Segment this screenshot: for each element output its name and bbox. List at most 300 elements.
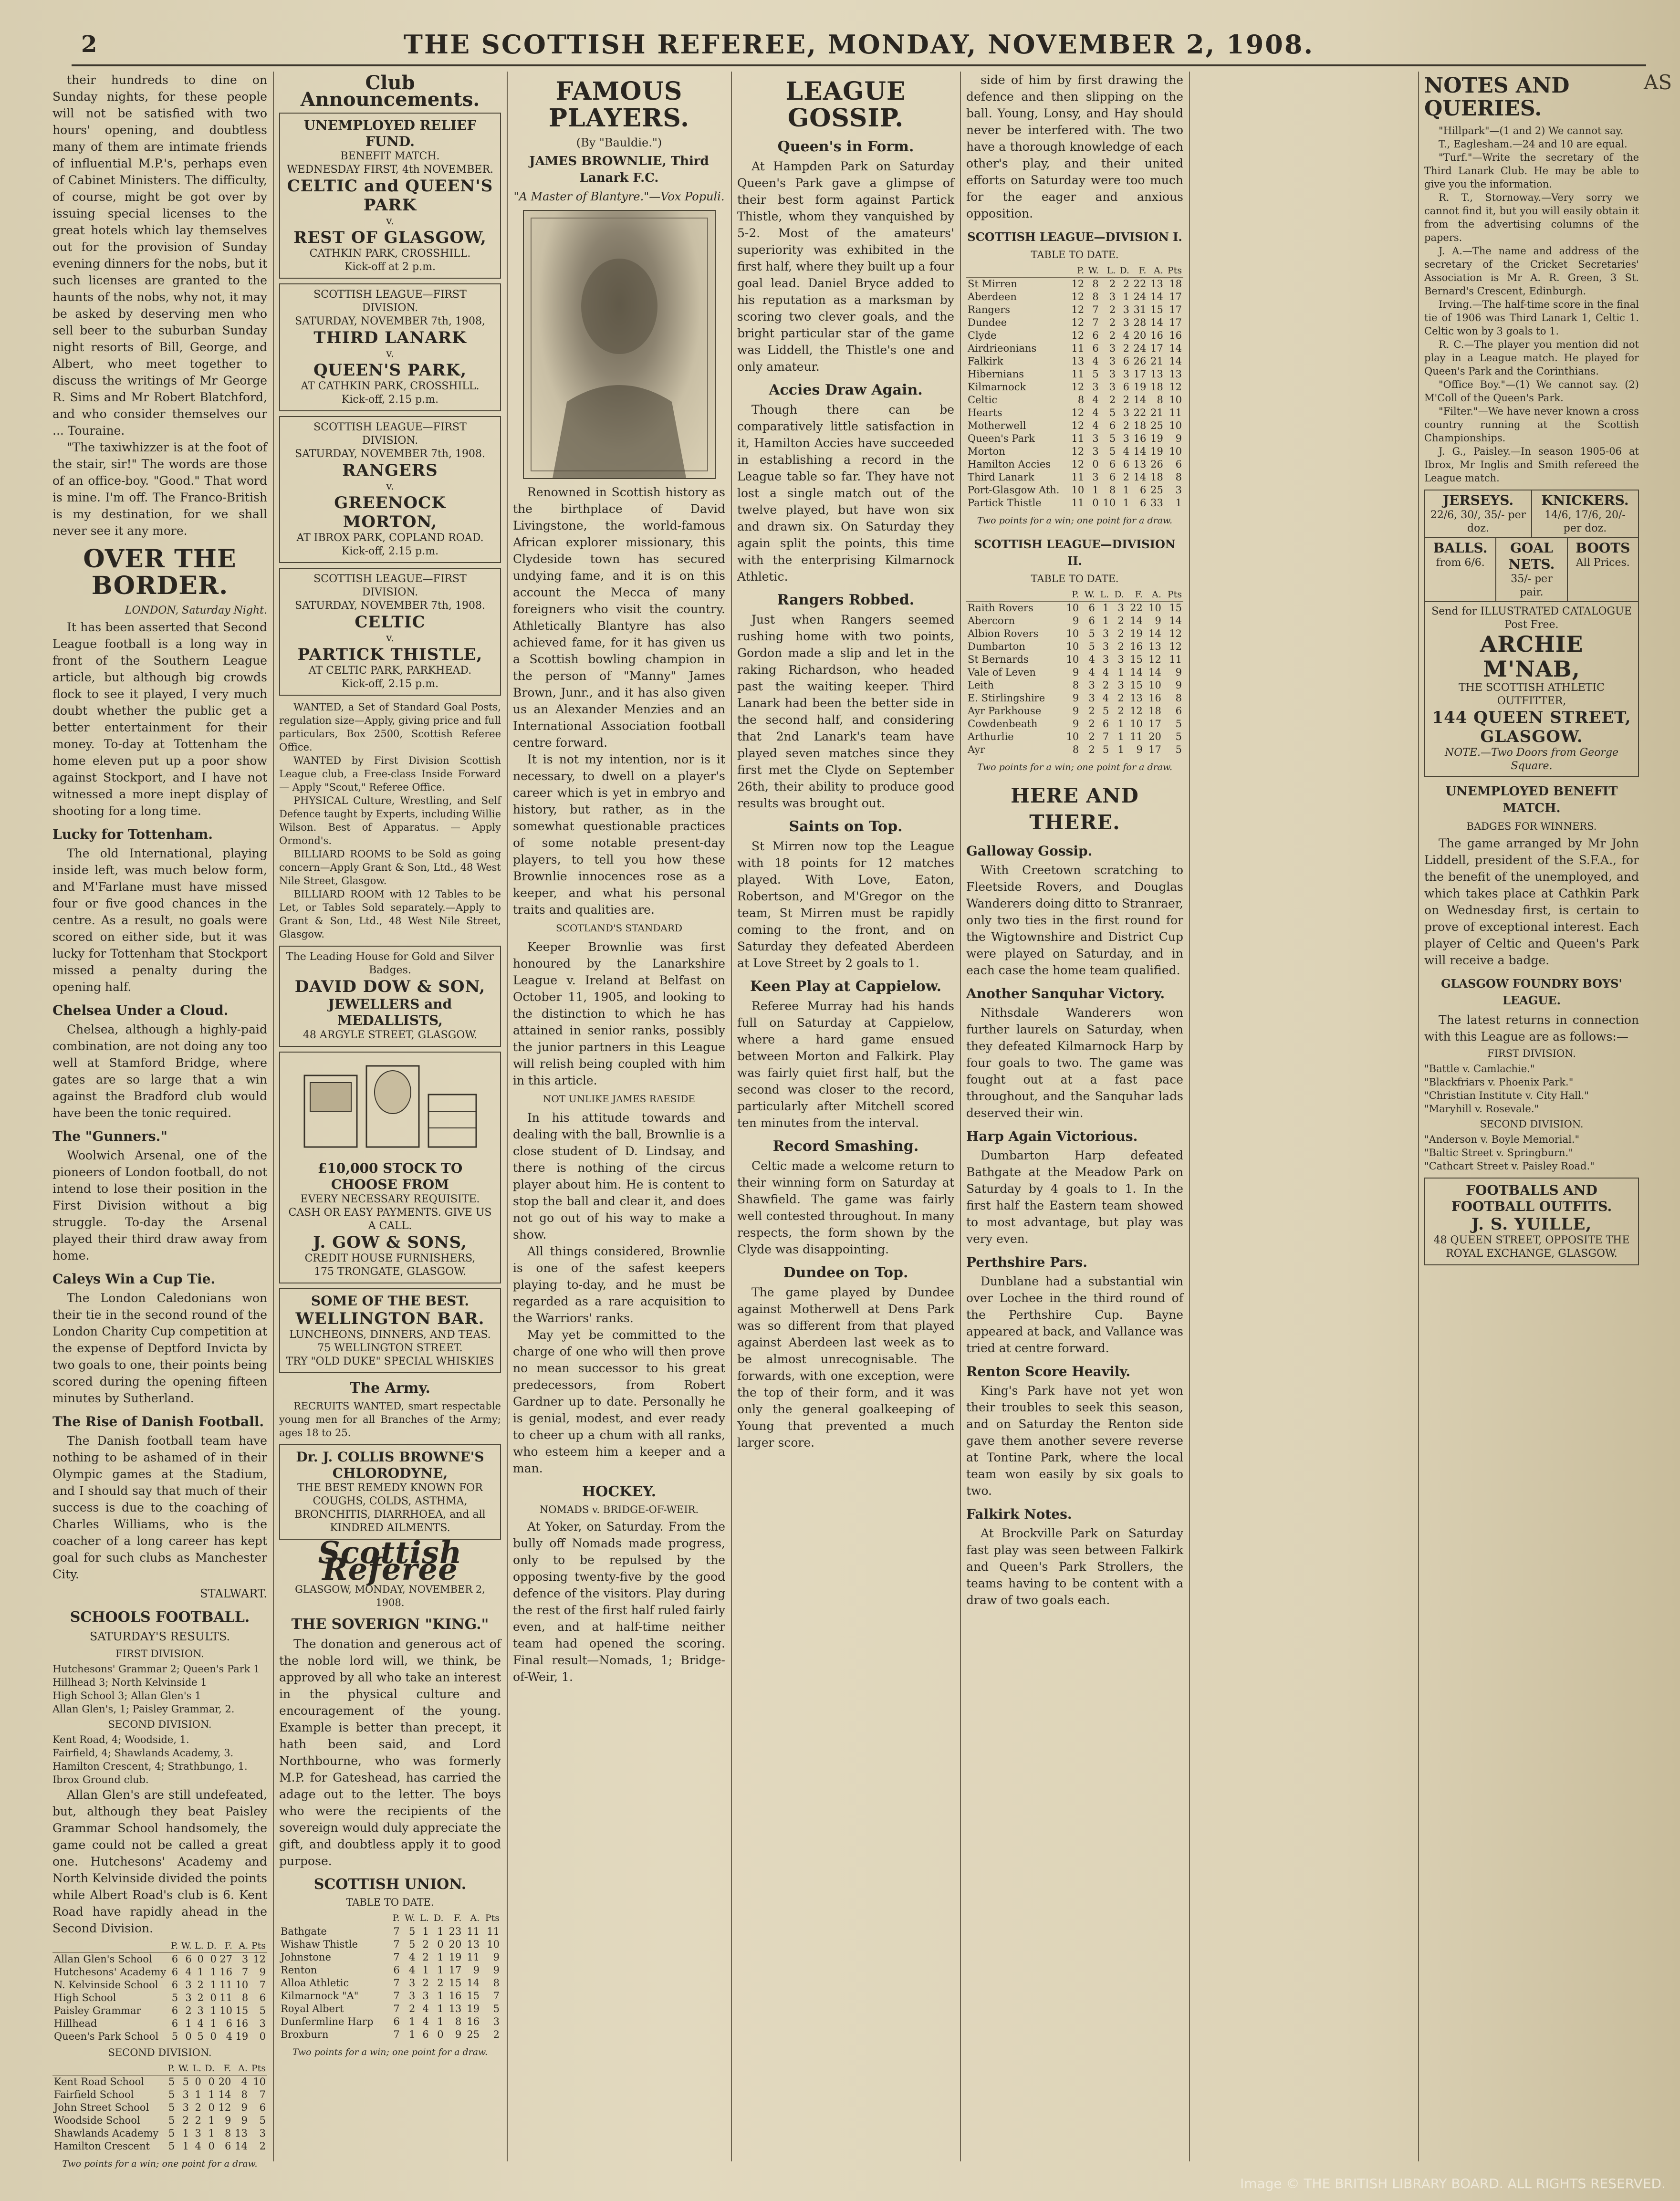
section-headline: GLASGOW FOUNDRY BOYS' LEAGUE. [1441,977,1622,1007]
table-cell: 22 [1130,602,1143,614]
table-cell: 1 [437,2003,444,2014]
table-cell: 1 [408,2016,416,2027]
table-cell: 16 [1148,692,1161,704]
advert-line: 14/6, 17/6, 20/- per doz. [1544,509,1626,534]
advert-line: JEWELLERS and MEDALLISTS, [328,996,452,1028]
table-cell: 9 [241,2102,248,2113]
table-cell: 10 [253,2076,266,2087]
table-cell: 5 [1175,731,1182,742]
table-cell: 6 [1140,484,1147,496]
column-rule [1189,72,1190,2161]
table-row [966,458,1183,471]
table-cell: 2 [259,2140,266,2152]
table-cell: 5 [168,2102,175,2113]
player-name: JAMES BROWNLIE, Third Lanark F.C. [529,154,709,185]
table-cell: 6 [1140,497,1147,509]
table-cell: Vale of Leven [968,667,1036,678]
furniture-illustration [295,1056,486,1157]
advert-cell [1568,538,1638,601]
table-header-cell: A. [234,1940,250,1953]
article-paragraph: The latest returns in connection with this League are as follows:— [1424,1013,1639,1043]
table-cell: 23 [449,1926,462,1937]
table-cell: 7 [393,1951,400,1963]
advert-line: THE BEST REMEDY KNOWN FOR COUGHS, COLDS, ASTHMA, BRONCHITIS, DIARRHOEA, and all KINDRED AILMENTS. [294,1482,486,1534]
table-cell: 18 [1133,420,1147,431]
table-cell: 1 [1092,484,1099,496]
article-headline: OVER THE BORDER. [83,544,237,600]
query-answer: "Turf."—Write the secretary of the Third Lanark Club. He may be able to give you the information. [1424,152,1639,190]
advert-line: All Prices. [1576,557,1630,569]
division-label: SECOND DIVISION. [108,2047,212,2058]
table-cell: 2 [195,2102,201,2113]
table-cell: 12 [1169,381,1182,393]
table-cell: 3 [1092,433,1099,444]
advert-line: BENEFIT MATCH. [340,150,440,162]
advert-line: NOTE.—Two Doors from George Square. [1444,747,1619,772]
table-cell: 14 [1169,615,1182,626]
division-label: FIRST DIVISION. [115,1648,204,1659]
table-header-cell: F. [218,1940,234,1953]
table-cell: 2 [1088,718,1095,730]
article-paragraph: It is not my intention, nor is it necessary, to dwell on a player's career which is yet in embryo and history, but rather, as in the somewhat questionable practices of some notable present-day players, to tell you how these Brownlie innocences rose as a keeper, and what his personal traits and qualities are. [513,752,725,917]
table-cell: 1 [210,2018,217,2029]
table-header-cell: F. [1131,264,1148,278]
table-cell: 1 [210,1966,217,1978]
table-cell: N. Kelvinside School [54,1979,158,1991]
advert-line: Send for ILLUSTRATED CATALOGUE Post Free. [1431,605,1632,631]
table-cell: 18 [1150,471,1163,483]
advert-line: PARTICK THISTLE, [297,645,483,664]
table-cell: 10 [487,1939,500,1950]
table-cell: 3 [182,2089,189,2100]
advert-chlorodyne [279,1444,501,1540]
table-cell: 5 [168,2089,175,2100]
table-row [966,419,1183,432]
result-line: Hutchesons' Grammar 2; Queen's Park 1 [52,1663,260,1675]
advert-line: J. S. YUILLE, [1471,1215,1592,1234]
advert-mcnab [1424,490,1639,777]
table-cell: Queen's Park [968,433,1035,444]
column-4 [737,72,954,2161]
table-header-row [966,588,1183,602]
table-cell: 10 [1169,446,1182,457]
advert-line: CELTIC and QUEEN'S PARK [287,177,493,215]
table-row [966,666,1183,679]
advert-cell [1425,490,1532,537]
table-title: SCOTTISH LEAGUE—DIVISION I. [967,230,1182,244]
table-cell: 24 [1133,291,1147,303]
advert-line: SCOTTISH LEAGUE—FIRST DIVISION. [313,573,467,598]
table-cell: 2 [422,1939,429,1950]
advert-line: 144 QUEEN STREET, GLASGOW. [1432,708,1631,746]
table-cell: 4 [1088,667,1095,678]
table-cell: 18 [1148,705,1161,717]
table-cell: Celtic [968,394,998,406]
table-cell: High School [54,1992,116,2003]
table-cell: 3 [1123,433,1129,444]
table-cell: 12 [1071,317,1085,328]
table-row [966,718,1183,730]
table-cell: 4 [1102,692,1109,704]
table-cell: Falkirk [968,355,1003,367]
advert-line: TRY "OLD DUKE" SPECIAL WHISKIES [286,1356,494,1367]
table-cell: 2 [422,1951,429,1963]
article-headline: LEAGUE GOSSIP. [785,77,906,133]
column-rule [507,72,508,2161]
advert-line: 35/- per pair. [1511,573,1553,598]
table-cell: 2 [1088,744,1095,755]
table-cell: 1 [437,1951,444,1963]
advert-line: from 6/6. [1436,557,1485,569]
table-cell: Morton [968,446,1005,457]
table-header-cell: P. [1069,264,1085,278]
table-note: Two points for a win; one point for a draw. [977,515,1173,526]
table-header-cell: Pts [250,1940,267,1953]
table-cell: 10 [1066,602,1079,614]
division-label: FIRST DIVISION. [1487,1048,1576,1059]
table-cell: 1 [195,2089,201,2100]
table-cell: 10 [1103,497,1116,509]
table-cell: Aberdeen [968,291,1017,303]
result-line: Kent Road, 4; Woodside, 1. [52,1734,189,1745]
article-paragraph: St Mirren now top the League with 18 points for 12 matches played. With Love, Eaton, Robertson, and M'Gregor on the team, St Mirren must be rapidly coming to the front, and on Saturday they defeated Aberdeen at Love Street by 2 goals to 1. [737,839,954,970]
small-ad: PHYSICAL Culture, Wrestling, and Self Defence taught by Experts, including Willie Wilson. Best of Apparatus. — Apply Ormond's. [279,795,501,846]
table-cell: 24 [1133,343,1147,354]
table-header-cell: L. [190,2062,203,2076]
schools-table-second [52,2062,267,2153]
table-cell: 14 [1133,394,1147,406]
advert-line: KNICKERS. [1541,492,1629,508]
table-cell: 9 [241,2115,248,2126]
table-cell: 14 [1133,471,1147,483]
table-row [52,2076,267,2089]
table-cell: 3 [1123,317,1129,328]
table-cell: 2 [185,2005,192,2016]
table-row [966,291,1183,303]
table-cell: E. Stirlingshire [968,692,1045,704]
table-row [966,278,1183,291]
table-header-cell: D. [1110,588,1126,602]
table-cell: 5 [1109,407,1116,418]
table-cell: 9 [1072,718,1079,730]
result-line: Ibrox Ground club. [52,1774,149,1785]
table-cell: 7 [393,1977,400,1989]
article-paragraph: The donation and generous act of the noble lord will, we think, be approved by all who take an interest in the physical culture and encouragement of the young. Example is better than precept, it hath been said, and Lord Northbourne, who was formerly M.P. for Gateshead, has carried the adage out to the letter. The boys who were the recipients of the sovereign would duly appreciate the gift, and doubtless apply it to good purpose. [279,1637,501,1868]
table-row [966,303,1183,316]
advert-line: Kick-off, 2.15 p.m. [341,678,439,690]
advert-line: Kick-off, 2.15 p.m. [341,545,439,557]
table-header-cell: P. [169,1940,179,1953]
table-header-row [52,1940,267,1953]
table-cell: 4 [408,1964,416,1976]
advert-line: 22/6, 30/, 35/- per doz. [1430,509,1526,534]
table-cell: 19 [1150,433,1163,444]
schools-table-first [52,1940,267,2043]
table-cell: 9 [1175,667,1182,678]
table-cell: 3 [1117,654,1124,665]
notes-queries-title: NOTES AND QUERIES. [1424,73,1570,121]
table-cell: John Street School [54,2102,149,2113]
byline: (By "Bauldie.") [576,136,662,149]
table-header-cell: L. [417,1912,430,1925]
table-cell: 8 [1157,394,1163,406]
table-header-cell: W. [1085,264,1100,278]
table-cell: 0 [195,2076,201,2087]
division-label: SECOND DIVISION. [108,1719,212,1730]
table-cell: 6 [1109,471,1116,483]
table-cell: 1 [185,2018,192,2029]
table-cell: 10 [1148,602,1161,614]
section-headline: SCHOOLS FOOTBALL. [70,1609,250,1626]
result-line: "Maryhill v. Rosevale." [1424,1103,1539,1115]
table-cell: 6 [1175,459,1182,470]
table-cell: 2 [1109,330,1116,341]
article-paragraph: May yet be committed to the charge of one who will then prove no mean successor to his great predecessors, from Robert Gardner up to date. Personally he is genial, modest, and ever ready to cheer up a chum with all ranks, who esteem him a keeper and a man. [513,1328,725,1475]
article-paragraph: Just when Rangers seemed rushing home with two points, Gordon made a slip and let in the raking Richardson, who headed past the waiting keeper. Third Lanark had been the better side in the second half, and considering that 2nd Lanark's team have played seven matches since they first met the Clyde on September 26th, their ability to produce good results was brought out. [737,613,954,810]
column-rule [731,72,732,2161]
table-row [52,1966,267,1979]
table-cell: 4 [195,2140,201,2152]
table-cell: 7 [393,1939,400,1950]
table-row [966,432,1183,445]
table-header-cell: D. [430,1912,445,1925]
table-row [966,407,1183,419]
advert-jewellers [279,946,501,1047]
advert-line: QUEEN'S PARK, [313,361,467,380]
advert-line: 75 WELLINGTON STREET. [317,1342,463,1354]
table-cell: 15 [1169,602,1182,614]
table-cell: 1 [1123,291,1129,303]
table-cell: 8 [1072,679,1079,691]
table-cell: 16 [219,1966,233,1978]
advert-line: GOAL NETS. [1508,540,1555,572]
table-cell: Motherwell [968,420,1026,431]
column-6 [1424,72,1639,2161]
table-cell: 10 [219,2005,233,2016]
table-cell: 17 [1169,304,1182,315]
table-cell: 13 [1130,692,1143,704]
table-cell: 1 [1102,615,1109,626]
table-cell: 3 [1109,381,1116,393]
table-cell: Ayr Parkhouse [968,705,1042,717]
advert-line: v. [386,632,394,644]
section-heading: Harp Again Victorious. [966,1128,1138,1144]
table-cell: 11 [1071,497,1085,509]
table-cell: 3 [1123,368,1129,380]
table-cell: 3 [185,1979,192,1991]
table-cell: 12 [1071,291,1085,303]
table-cell: 0 [197,1953,204,1965]
table-cell: 3 [182,2102,189,2113]
table-title: SCOTTISH LEAGUE—DIVISION II. [974,537,1176,568]
table-cell: 33 [1150,497,1163,509]
table-cell: 8 [241,2089,248,2100]
table-row [966,602,1183,615]
table-cell: 10 [1066,731,1079,742]
table-cell: 3 [1109,343,1116,354]
table-header-cell: P. [166,2062,176,2076]
table-cell: 9 [1155,615,1161,626]
table-cell: Dunfermline Harp [281,2016,374,2027]
advert-line: BOOTS [1576,540,1630,556]
table-row [966,640,1183,653]
small-ad: BILLIARD ROOM with 12 Tables to be Let, or Tables Sold separately.—Apply to Grant & Son, Ltd., 48 West Nile Street, Glasgow. [279,888,501,940]
table-cell: Broxburn [281,2029,329,2040]
table-row [966,497,1183,510]
table-cell: 25 [1150,420,1163,431]
table-cell: Bathgate [281,1926,327,1937]
advert-league-match [279,568,501,696]
table-row [966,471,1183,484]
table-cell: 11 [1169,407,1182,418]
table-cell: 8 [1077,394,1085,406]
signature: STALWART. [200,1587,267,1600]
table-header-cell: D. [1117,264,1131,278]
table-cell: 17 [1150,343,1163,354]
section-heading: Another Sanquhar Victory. [966,986,1165,1001]
table-cell: 9 [493,1964,500,1976]
advert-line: CASH OR EASY PAYMENTS. GIVE US A CALL. [288,1207,492,1232]
table-header-cell: W. [401,1912,417,1925]
small-ad: WANTED by First Division Scottish League club, a Free-class Inside Forward — Apply "Scout," Referee Office. [279,755,501,793]
advert-line: BALLS. [1433,540,1488,556]
table-cell: 1 [437,1926,444,1937]
table-cell: 14 [1169,355,1182,367]
player-portrait [523,210,716,479]
result-line: "Anderson v. Boyle Memorial." [1424,1134,1580,1145]
table-cell: 15 [1130,679,1143,691]
table-row [279,2015,501,2028]
subheading: SATURDAY'S RESULTS. [89,1630,230,1643]
table-cell: 12 [1071,278,1085,290]
masthead-title: THE SCOTTISH REFEREE, MONDAY, NOVEMBER 2, 1908. [403,29,1315,60]
table-cell: 6 [259,2102,266,2113]
advert-line: UNEMPLOYED RELIEF FUND. [303,117,477,149]
table-cell: 16 [1169,330,1182,341]
table-cell: 9 [1175,433,1182,444]
copyright-notice: Image © THE BRITISH LIBRARY BOARD. ALL RIGHTS RESERVED. [1240,2176,1666,2191]
table-row [52,2101,267,2114]
table-cell: 2 [1123,343,1129,354]
table-cell: Airdrieonians [968,343,1037,354]
table-cell: 21 [1150,407,1163,418]
section-headline: THE SOVERIGN "KING." [291,1616,489,1633]
table-cell: 6 [393,2016,400,2027]
table-cell: 5 [1175,718,1182,730]
article-paragraph: At Yoker, on Saturday. From the bully off Nomads made progress, only to be repulsed by the opposing twenty-five by the good defence of the visitors. Play during the rest of the first half ruled fairly even, and at half-time neither team had opened the scoring. Final result—Nomads, 1; Bridge-of-Weir, 1. [513,1520,725,1684]
table-cell: 13 [1148,641,1161,652]
advert-league-match [279,416,501,563]
table-cell: Allan Glen's School [54,1953,152,1965]
table-cell: 3 [195,2128,201,2139]
table-cell: 10 [1066,654,1079,665]
table-cell: 5 [171,2031,178,2042]
table-cell: 19 [1130,628,1143,639]
table-row [966,679,1183,692]
section-heading: Chelsea Under a Cloud. [52,1002,229,1018]
table-cell: 12 [1148,654,1161,665]
advert-cell [1425,538,1496,601]
table-cell: 1 [437,1990,444,2002]
table-cell: 4 [1123,446,1129,457]
table-cell: 0 [210,1953,217,1965]
table-row [279,1990,501,2003]
table-row [966,394,1183,407]
query-answer: J. G., Paisley.—In season 1905-06 at Ibrox, Mr Inglis and Smith refereed the League match. [1424,446,1639,484]
table-cell: 13 [449,2003,462,2014]
table-cell: 31 [1133,304,1147,315]
table-cell: 9 [455,2029,462,2040]
table-header-cell: P. [389,1912,401,1925]
table-cell: Ayr [968,744,985,755]
table-cell: 8 [493,1977,500,1989]
table-cell: 3 [408,1977,416,1989]
table-cell: Kent Road School [54,2076,144,2087]
article-paragraph: Keeper Brownlie was first honoured by the Lanarkshire League v. Ireland at Belfast on October 11, 1905, and looking to the distinction to which he has attained in senior ranks, possibly the junior partners in this League will relish being coupled with him in this article. [513,940,725,1087]
article-paragraph: side of him by first drawing the defence and then slipping on the ball. Young, Lonsy, and Hay should never be interfered with. The two have a thorough knowledge of each other's play, and their united efforts on Saturday were too much for the eager and anxious opposition. [966,73,1183,220]
table-header-cell: Pts [249,2062,267,2076]
table-cell: 2 [197,1979,204,1991]
table-cell: 14 [1130,615,1143,626]
advert-line: CATHKIN PARK, CROSSHILL. [309,248,471,260]
table-cell: 4 [1092,394,1099,406]
scottish-union-table [279,1912,501,2041]
advert-cell [1532,490,1638,537]
table-cell: 5 [1092,368,1099,380]
table-row [279,1977,501,1990]
table-cell: 7 [259,2089,266,2100]
table-cell: 14 [1150,291,1163,303]
table-row [966,627,1183,640]
column-rule [960,72,961,2161]
table-cell: 10 [1066,641,1079,652]
table-cell: 4 [1092,420,1099,431]
table-cell: 6 [1123,355,1129,367]
table-cell: 5 [1102,744,1109,755]
column-rule [1418,72,1419,2161]
table-cell: 1 [1117,744,1124,755]
table-cell: 2 [408,2003,416,2014]
table-cell: 13 [1150,278,1163,290]
table-cell: 7 [393,1990,400,2002]
table-cell: 14 [467,1977,480,1989]
table-cell: 3 [197,2005,204,2016]
table-header-cell: A. [463,1912,481,1925]
table-cell: 1 [422,1926,429,1937]
result-line: "Christian Institute v. City Hall." [1424,1090,1589,1101]
query-answer: T., Eaglesham.—24 and 10 are equal. [1439,138,1628,150]
table-cell: 9 [1072,667,1079,678]
table-header-cell [52,1940,169,1953]
table-cell: 6 [1109,420,1116,431]
table-cell: 12 [1071,407,1085,418]
table-header-row [279,1912,501,1925]
table-cell: 2 [1117,641,1124,652]
table-cell: 17 [1169,291,1182,303]
query-answer: J. A.—The name and address of the secretary of the Cricket Secretaries' Association is Mr A. R. Green, 3 St. Bernard's Crescent, Edinburgh. [1424,245,1639,297]
advert-line: v. [386,480,394,492]
advert-line: AT CELTIC PARK, PARKHEAD. [308,665,472,677]
section-heading: The "Gunners." [52,1128,167,1144]
table-row [52,2127,267,2140]
advert-line: RANGERS [342,461,438,480]
table-cell: 19 [1133,381,1147,393]
table-cell: Hibernians [968,368,1024,380]
table-cell: Leith [968,679,994,691]
advert-body [1425,602,1638,776]
table-row [966,484,1183,497]
table-cell: 6 [225,2140,231,2152]
